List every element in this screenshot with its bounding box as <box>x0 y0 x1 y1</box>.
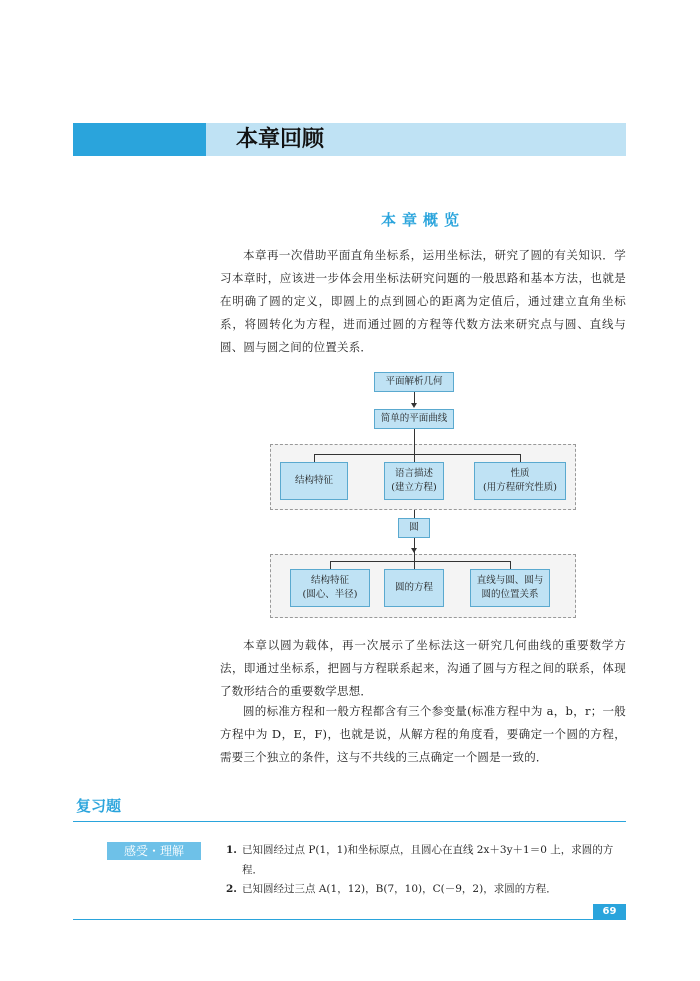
diagram-node-label: 直线与圆、圆与 <box>476 575 544 586</box>
diagram-node-label: 平面解析几何 <box>385 376 443 387</box>
diagram-node-label: (圆心、半径) <box>302 589 358 600</box>
diagram-node-circle-equation <box>384 569 444 607</box>
diagram-node-label: (用方程研究性质) <box>483 482 557 493</box>
diagram-node-label: 圆 <box>409 522 419 533</box>
connector <box>414 554 415 569</box>
diagram-node-plane-curves <box>374 409 454 429</box>
diagram-node-label: 语言描述 <box>394 468 433 479</box>
diagram-node-label: (建立方程) <box>391 482 437 493</box>
diagram-node-label: 简单的平面曲线 <box>380 413 448 424</box>
connector <box>330 561 510 562</box>
overview-title: 本章概览 <box>380 211 465 229</box>
diagram-node-label: 圆的方程 <box>394 582 433 593</box>
diagram-node-circle-structure <box>290 569 370 607</box>
arrow-down-icon <box>411 403 417 408</box>
diagram-node-structure <box>280 462 348 500</box>
review-title: 复习题 <box>76 797 122 815</box>
exercise-1 <box>226 840 628 880</box>
connector <box>414 429 415 444</box>
connector <box>520 454 521 462</box>
diagram-node-properties <box>474 462 566 500</box>
overview-paragraph-3: 圆的标准方程和一般方程都含有三个参变量(标准方程中为 a，b，r；一般方程中为 D，E，F)，也就是说，从解方程的角度看，要确定一个圆的方程，需要三个独立的条件，这与不共线的三点确定一个圆是一致的． <box>220 704 626 764</box>
divider <box>73 821 626 822</box>
connector <box>414 510 415 518</box>
overview-paragraph-2: 本章以圆为载体，再一次展示了坐标法这一研究几何曲线的重要数学方法，即通过坐标系，把圆与方程联系起来，沟通了圆与方程之间的联系，体现了数形结合的重要数学思想． <box>220 638 626 698</box>
overview-paragraph-1: 本章再一次借助平面直角坐标系，运用坐标法，研究了圆的有关知识．学习本章时，应该进一步体会用坐标法研究问题的一般思路和基本方法，也就是在明确了圆的定义，即圆上的点到圆心的距离为定值后，通过建立直角坐标系，将圆转化为方程，进而通过圆的方程等代数方法来研究点与圆、直线与圆、圆与圆之间的位置关系． <box>220 248 626 354</box>
page-number: 69 <box>593 904 626 920</box>
connector <box>330 561 331 569</box>
footer-rule <box>73 919 626 920</box>
diagram-node-label: 结构特征 <box>294 475 333 486</box>
diagram-node-analytic-geometry <box>374 372 454 392</box>
chapter-title: 本章回顾 <box>236 127 325 152</box>
diagram-node-label: 性质 <box>510 468 530 479</box>
diagram-node-label: 圆的位置关系 <box>481 589 539 600</box>
chapter-header-accent <box>73 123 206 156</box>
concept-diagram <box>270 368 576 618</box>
diagram-node-positional-relations <box>470 569 550 607</box>
exercise-2 <box>226 879 628 899</box>
connector <box>510 561 511 569</box>
exercise-number: 1. <box>226 844 237 856</box>
exercise-text: 已知圆经过点 P(1，1)和坐标原点，且圆心在直线 2x＋3y＋1＝0 上，求圆的方程． <box>242 844 614 876</box>
connector <box>314 454 315 462</box>
diagram-node-label: 结构特征 <box>310 575 349 586</box>
connector <box>314 454 520 455</box>
review-category-tag: 感受・理解 <box>107 842 201 860</box>
exercise-text: 已知圆经过三点 A(1，12)，B(7，10)，C(－9，2)，求圆的方程． <box>242 883 557 895</box>
connector <box>414 444 415 462</box>
diagram-node-circle <box>398 518 430 538</box>
diagram-node-description <box>384 462 444 500</box>
exercise-number: 2. <box>226 883 237 895</box>
arrow-down-icon <box>411 548 417 553</box>
chapter-header-band <box>73 123 626 156</box>
